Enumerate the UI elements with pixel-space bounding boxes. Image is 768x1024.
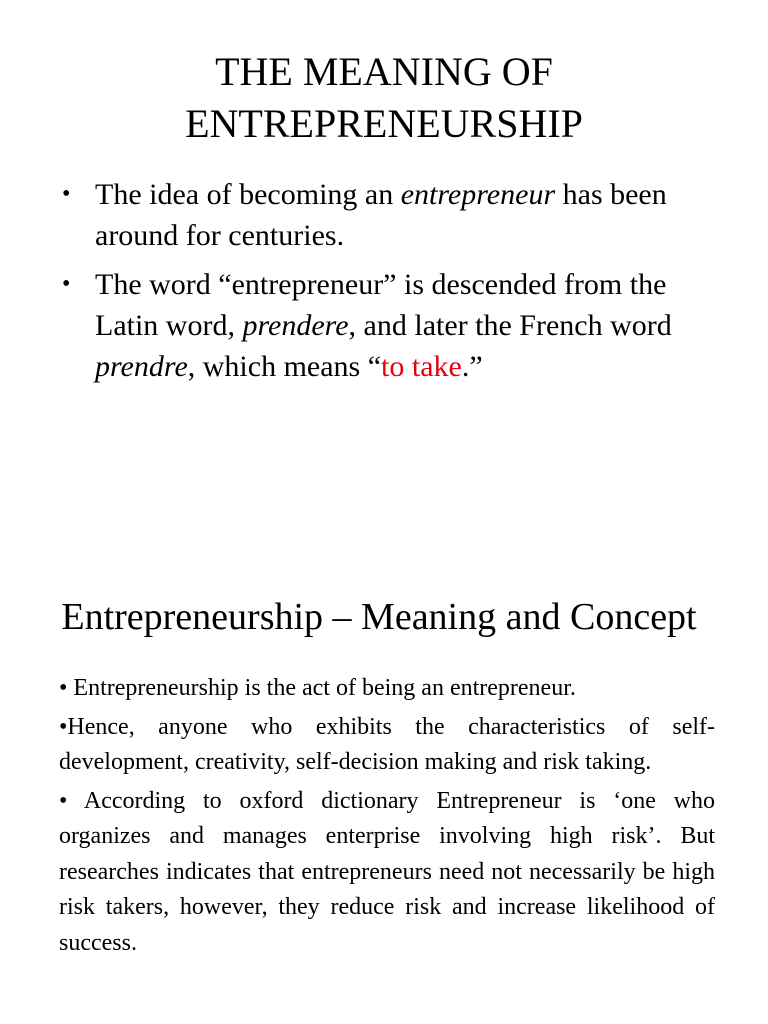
slide-1-title [0, 49, 768, 156]
paragraph: •Hence, anyone who exhibits the characteristics of self-development, creativity, self-decision making and risk taking. [59, 713, 715, 775]
bullet-italic-term: prendre [95, 350, 188, 383]
bullet-text: The idea of becoming an [95, 178, 401, 211]
paragraph: • According to oxford dictionary Entrepreneur is ‘one who organizes and manages enterprise involving high risk’. But researches indicates that entrepreneurs need not necessarily be high risk takers, however, they reduce risk and increase likelihood of success. [59, 787, 715, 956]
paragraph: • Entrepreneurship is the act of being an entrepreneur. [59, 675, 576, 701]
bullet-text: , which means “ [187, 350, 382, 383]
bullet-item [62, 264, 712, 387]
bullet-text: , and later the French word [348, 309, 672, 342]
bullet-text: .” [461, 350, 483, 383]
bullet-dot-icon: • [62, 181, 71, 207]
bullet-text: The word “entrepreneur” is descended from the Latin word, [95, 268, 667, 342]
bullet-italic-term: prendere [242, 309, 349, 342]
slide-1-bullet-list [62, 174, 712, 395]
highlighted-text: to take [381, 350, 462, 383]
bullet-dot-icon: • [62, 271, 71, 297]
bullet-item [62, 174, 712, 256]
bullet-text: has been around for centuries. [95, 178, 667, 252]
bullet-italic-term: entrepreneur [400, 178, 556, 211]
slide-1-title-line-2: ENTREPRENEURSHIP [185, 101, 583, 146]
slide-2-body [59, 671, 715, 964]
slide-2-title: Entrepreneurship – Meaning and Concept [61, 596, 697, 638]
slide-1-title-line-1: THE MEANING OF [215, 49, 553, 94]
